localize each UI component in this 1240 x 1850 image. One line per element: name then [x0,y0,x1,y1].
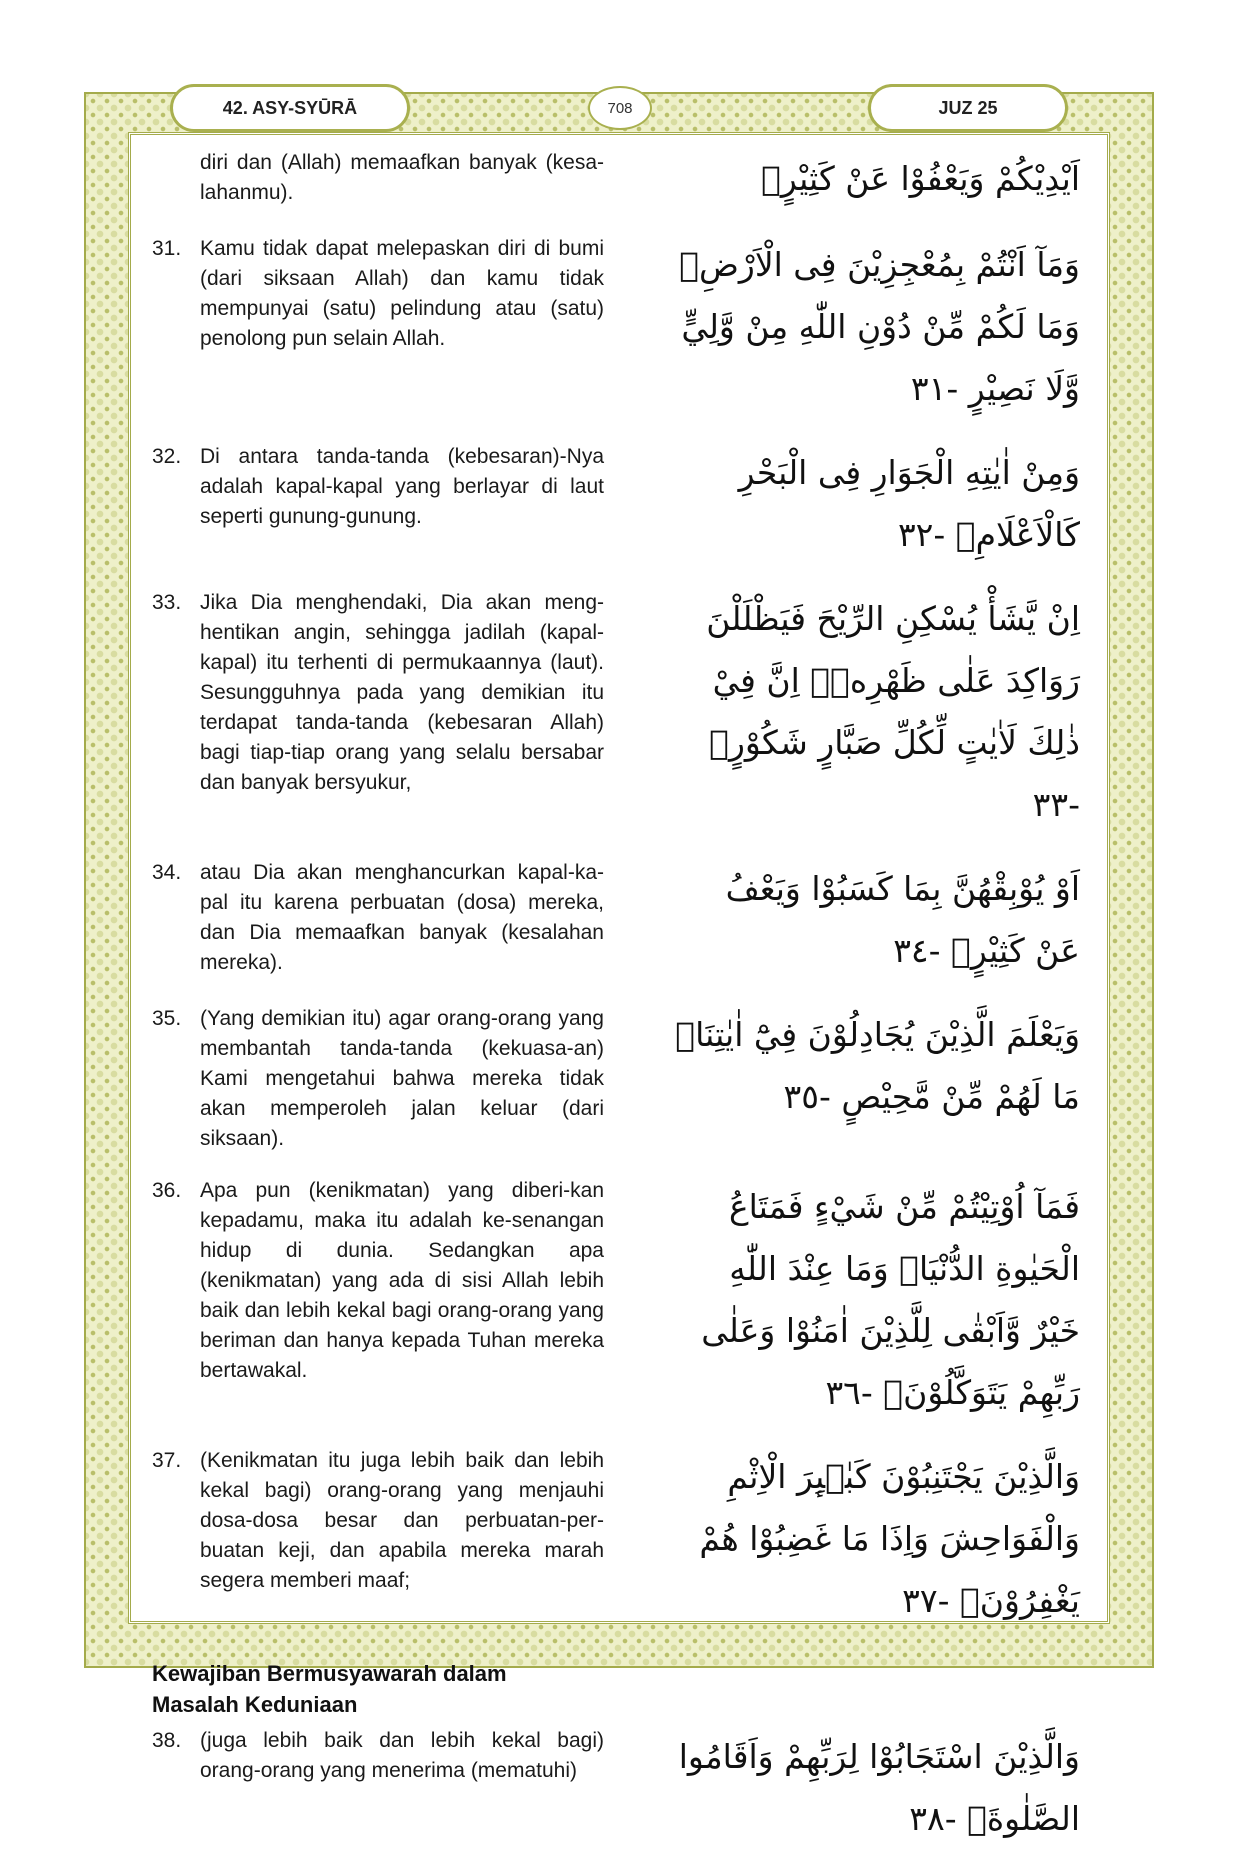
translation-text: Di antara tanda-tanda (kebesaran)-Nya adalah kapal-kapal yang berlayar di laut seperti gunung-gunung. [200,445,604,528]
verse-row-36 [152,1176,1092,1424]
translation-text: Kamu tidak dapat melepaskan diri di bumi (dari siksaan Allah) dan kamu tidak mempunyai (satu) pelindung atau (satu) penolong pun selain Allah. [200,237,604,350]
verse-row-34 [152,858,1092,982]
verse-number: 35. [152,1007,182,1030]
verse-row-37 [152,1446,1092,1632]
verse-number: 37. [152,1449,182,1472]
translation-text: (juga lebih baik dan lebih kekal bagi) orang-orang yang menerima (mematuhi) [200,1729,604,1782]
translation [152,858,604,978]
page-number-badge [588,86,652,130]
translation-text: diri dan (Allah) memaafkan banyak (kesa-lahanmu). [200,151,604,204]
translation [152,234,604,354]
translation [152,1176,604,1386]
arabic-text: فَمَآ اُوْتِيْتُمْ مِّنْ شَيْءٍ فَمَتَاعُ الْحَيٰوةِ الدُّنْيَاۚ وَمَا عِنْدَ اللّٰهِ خَيْرٌ وَّاَبْقٰى لِلَّذِيْنَ اٰمَنُوْا وَعَلٰى رَبِّهِمْ يَتَوَكَّلُوْنَۚ -٣٦ [701,1187,1080,1412]
verse-number [152,148,200,208]
verse-row-38 [152,1726,1092,1850]
translation-text: (Kenikmatan itu juga lebih baik dan lebih kekal bagi) orang-orang yang menjauhi dosa-dosa besar dan perbuatan-per-buatan keji, dan apabila mereka marah segera memberi maaf; [200,1449,604,1592]
verse-row-35 [152,1004,1092,1154]
surah-name: 42. ASY-SYŪRĀ [222,97,358,118]
arabic-text: اِنْ يَّشَأْ يُسْكِنِ الرِّيْحَ فَيَظْلَلْنَ رَوَاكِدَ عَلٰى ظَهْرِهٖۗ اِنَّ فِيْ ذٰلِكَ لَاٰيٰتٍ لِّكُلِّ صَبَّارٍ شَكُوْرٍۙ -٣٣ [706,599,1080,824]
arabic-text: وَالَّذِيْنَ يَجْتَنِبُوْنَ كَبٰۤىِٕرَ الْاِثْمِ وَالْفَوَاحِشَ وَاِذَا مَا غَضِبُوْا هُمْ يَغْفِرُوْنَۚ -٣٧ [699,1457,1080,1620]
arabic-text: وَالَّذِيْنَ اسْتَجَابُوْا لِرَبِّهِمْ وَاَقَامُوا الصَّلٰوةَۖ -٣٨ [678,1737,1080,1838]
juz-label: JUZ 25 [938,97,998,118]
verse-row-30 [152,148,1092,210]
translation-text: (Yang demikian itu) agar orang-orang yang membantah tanda-tanda (kekuasa-an) Kami mengetahui bahwa mereka tidak akan memperoleh jalan keluar (dari siksaan). [200,1007,604,1150]
translation-text: atau Dia akan menghancurkan kapal-ka-pal itu karena perbuatan (dosa) mereka, dan Dia memaafkan banyak (kesalahan mereka). [200,861,604,974]
arabic-text: اَيْدِيْكُمْ وَيَعْفُوْا عَنْ كَثِيْرٍۗ [761,159,1080,198]
verse-number: 33. [152,591,182,614]
verse-number: 32. [152,445,182,468]
translation [152,588,604,798]
verse-number: 34. [152,861,182,884]
page-number: 708 [607,99,633,117]
translation-text: Jika Dia menghendaki, Dia akan meng-hentikan angin, sehingga jadilah (kapal-kapal) itu terhenti di permukaannya (laut). Sesungguhnya pada yang demikian itu terdapat tanda-tanda (kebesaran Allah) bagi tiap-tiap orang yang selalu bersabar dan banyak bersyukur, [200,591,604,794]
translation [152,1004,604,1154]
translation [152,148,604,208]
arabic-text: وَيَعْلَمَ الَّذِيْنَ يُجَادِلُوْنَ فِيْٓ اٰيٰتِنَاۗ مَا لَهُمْ مِّنْ مَّحِيْصٍ -٣٥ [675,1015,1080,1116]
verse-number: 38. [152,1729,182,1752]
arabic-text: وَمَآ اَنْتُمْ بِمُعْجِزِيْنَ فِى الْاَرْضِۚ وَمَا لَكُمْ مِّنْ دُوْنِ اللّٰهِ مِنْ وَّلِيٍّ وَّلَا نَصِيْرٍ -٣١ [679,245,1080,408]
page-content [152,148,1092,1850]
section-heading: Kewajiban Bermusyawarah dalam Masalah Keduniaan [152,1661,507,1717]
verse-row-32 [152,442,1092,566]
verse-number: 31. [152,237,182,260]
translation [152,442,604,532]
juz-badge [868,84,1068,132]
translation-text: Apa pun (kenikmatan) yang diberi-kan kepadamu, maka itu adalah ke-senangan hidup di dunia. Sedangkan apa (kenikmatan) yang ada di sisi Allah lebih baik dan lebih kekal bagi orang-orang yang beriman dan hanya kepada Tuhan mereka bertawakal. [200,1179,604,1382]
arabic-text: اَوْ يُوْبِقْهُنَّ بِمَا كَسَبُوْا وَيَعْفُ عَنْ كَثِيْرٍۙ -٣٤ [725,869,1080,970]
surah-name-badge [170,84,410,132]
verse-number: 36. [152,1179,182,1202]
arabic-text: وَمِنْ اٰيٰتِهِ الْجَوَارِ فِى الْبَحْرِ كَالْاَعْلَامِۗ -٣٢ [738,453,1080,554]
translation [152,1726,604,1786]
verse-row-31 [152,234,1092,420]
verse-row-33 [152,588,1092,836]
translation [152,1446,604,1596]
